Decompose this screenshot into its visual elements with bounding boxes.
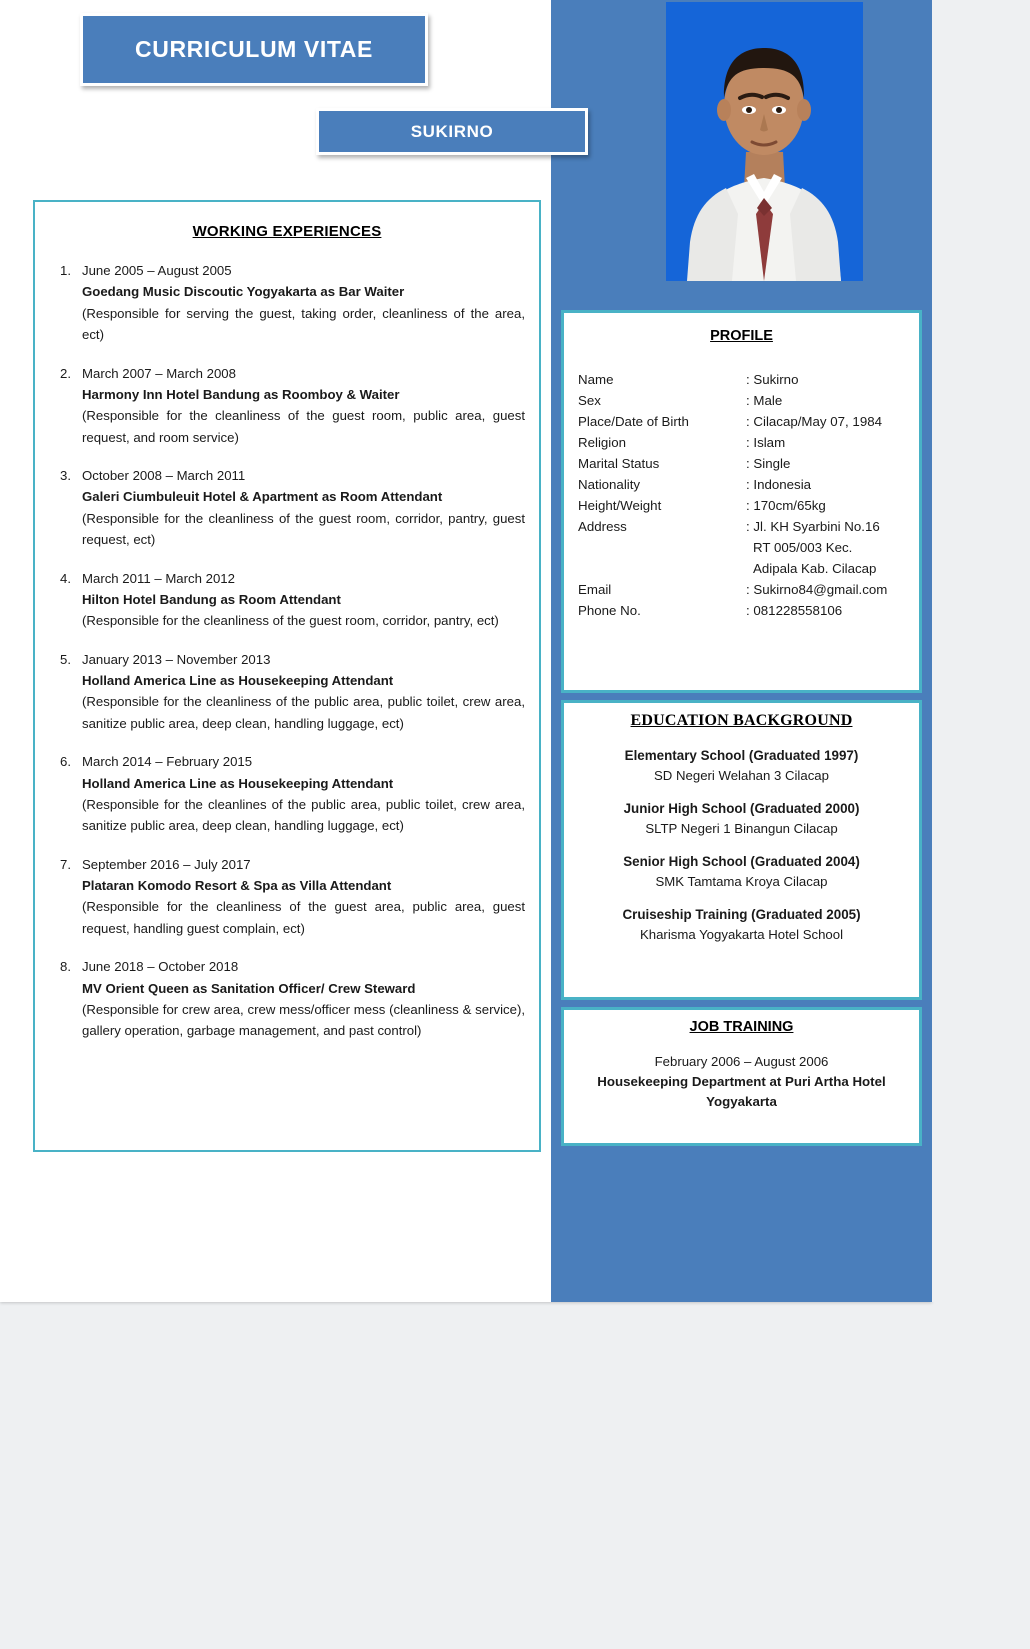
work-experience-description: (Responsible for crew area, crew mess/officer mess (cleanliness & service), gallery operation, garbage management, and past control) — [82, 1001, 525, 1039]
profile-heading: PROFILE — [710, 328, 773, 344]
person-name-label: SUKIRNO — [410, 121, 494, 141]
cv-title-box — [80, 13, 428, 86]
work-experience-period: March 2014 – February 2015 — [82, 754, 253, 770]
profile-address-line: RT 005/003 Kec. — [753, 540, 853, 555]
profile-value: : Single — [746, 456, 791, 471]
profile-value: : Sukirno84@gmail.com — [746, 582, 888, 597]
work-experience-body — [82, 956, 525, 1042]
work-experience-role: Plataran Komodo Resort & Spa as Villa Attendant — [82, 878, 392, 893]
education-school: SLTP Negeri 1 Binangun Cilacap — [645, 821, 838, 837]
profile-row — [578, 369, 919, 390]
work-experience-period: January 2013 – November 2013 — [82, 651, 271, 667]
education-card — [561, 700, 922, 1000]
work-experience-body — [82, 568, 525, 632]
profile-value: : 170cm/65kg — [746, 498, 826, 513]
profile-row — [578, 390, 919, 411]
work-experience-period: June 2018 – October 2018 — [82, 959, 239, 975]
profile-key: Marital Status — [578, 456, 660, 471]
education-item — [564, 852, 919, 892]
work-experience-period: June 2005 – August 2005 — [82, 263, 232, 278]
work-experience-body — [82, 260, 525, 346]
profile-row — [578, 579, 919, 600]
work-experience-item — [49, 363, 525, 449]
portrait-photo — [666, 2, 863, 281]
profile-key: Name — [578, 372, 614, 387]
work-experience-body — [82, 465, 525, 551]
profile-address-continuation — [578, 558, 919, 579]
profile-value: : Male — [746, 393, 783, 408]
profile-row — [578, 474, 919, 495]
profile-row — [578, 411, 919, 432]
education-degree: Cruiseship Training (Graduated 2005) — [622, 906, 861, 922]
profile-row — [578, 495, 919, 516]
education-item — [564, 905, 919, 945]
education-school: SMK Tamtama Kroya Cilacap — [655, 873, 828, 889]
work-experience-description: (Responsible for the cleanliness of the public area, public toilet, crew area, sanitize public area, deep clean, handling luggage, ect) — [82, 694, 525, 731]
work-experience-period: September 2016 – July 2017 — [82, 856, 251, 872]
work-experience-item — [49, 854, 525, 940]
profile-row — [578, 453, 919, 474]
profile-card — [561, 310, 922, 693]
work-experience-item — [49, 751, 525, 837]
education-school: SD Negeri Welahan 3 Cilacap — [654, 768, 829, 784]
profile-value: : Indonesia — [746, 477, 812, 492]
work-experience-number: 8. — [60, 959, 71, 975]
profile-address-continuation — [578, 537, 919, 558]
education-heading: EDUCATION BACKGROUND — [630, 712, 853, 729]
profile-key: Phone No. — [578, 603, 641, 618]
work-experience-number: 5. — [60, 651, 71, 667]
work-experience-role: Harmony Inn Hotel Bandung as Roomboy & Waiter — [82, 386, 400, 402]
work-experience-role: Holland America Line as Housekeeping Attendant — [82, 775, 394, 791]
profile-table — [564, 369, 919, 621]
work-experience-item — [49, 956, 525, 1042]
job-training-heading: JOB TRAINING — [689, 1019, 794, 1035]
education-degree: Elementary School (Graduated 1997) — [624, 748, 859, 763]
work-experience-item — [49, 568, 525, 632]
work-experience-period: March 2007 – March 2008 — [82, 365, 236, 381]
profile-key: Email — [578, 582, 612, 597]
profile-key: Place/Date of Birth — [578, 414, 689, 429]
work-experience-item — [49, 649, 525, 735]
working-experiences-heading: WORKING EXPERIENCES — [192, 223, 382, 240]
profile-value: : Islam — [746, 435, 786, 450]
profile-key-spacer — [578, 537, 746, 558]
work-experience-number: 6. — [60, 754, 71, 770]
profile-value: : Jl. KH Syarbini No.16 — [746, 519, 880, 534]
work-experience-description: (Responsible for the cleanliness of the guest room, corridor, pantry, guest request, ect) — [82, 510, 525, 548]
job-training-place: Housekeeping Department at Puri Artha Hotel Yogyakarta — [597, 1073, 886, 1109]
profile-value: : Sukirno — [746, 372, 799, 387]
work-experience-number: 7. — [60, 856, 71, 872]
work-experience-number: 4. — [60, 570, 71, 586]
work-experience-number: 1. — [60, 263, 71, 278]
work-experience-description: (Responsible for serving the guest, taking order, cleanliness of the area, ect) — [82, 305, 525, 343]
work-experience-role: Hilton Hotel Bandung as Room Attendant — [82, 591, 341, 607]
working-experiences-list — [49, 260, 525, 1042]
education-degree: Senior High School (Graduated 2004) — [623, 853, 860, 869]
work-experience-period: March 2011 – March 2012 — [82, 570, 235, 586]
work-experience-number: 3. — [60, 468, 71, 483]
education-item — [564, 746, 919, 786]
job-training-body — [564, 1052, 919, 1112]
profile-address-line: Adipala Kab. Cilacap — [753, 561, 877, 576]
education-school: Kharisma Yogyakarta Hotel School — [639, 926, 844, 942]
education-item — [564, 799, 919, 839]
profile-key: Sex — [578, 393, 601, 408]
work-experience-description: (Responsible for the cleanliness of the guest room, corridor, pantry, ect) — [82, 613, 499, 629]
work-experience-body — [82, 363, 525, 449]
cv-title-label: CURRICULUM VITAE — [135, 36, 373, 62]
work-experience-item — [49, 260, 525, 346]
work-experience-number: 2. — [60, 365, 71, 381]
profile-row — [578, 516, 919, 537]
work-experience-body — [82, 751, 525, 837]
work-experience-role: Goedang Music Discoutic Yogyakarta as Bar Waiter — [82, 284, 405, 300]
page-margin — [932, 0, 1030, 1302]
profile-key: Address — [578, 519, 627, 534]
person-name-box — [316, 108, 588, 155]
work-experience-description: (Responsible for the cleanliness of the guest area, public area, guest request, handling guest complain, ect) — [82, 899, 525, 936]
work-experience-period: October 2008 – March 2011 — [82, 468, 246, 483]
profile-key: Nationality — [578, 477, 641, 492]
profile-row — [578, 432, 919, 453]
work-experience-body — [82, 649, 525, 735]
portrait-photo-image — [666, 2, 863, 281]
job-training-period: February 2006 – August 2006 — [654, 1054, 829, 1069]
education-list — [564, 746, 919, 945]
work-experience-role: Holland America Line as Housekeeping Attendant — [82, 673, 394, 688]
work-experience-body — [82, 854, 525, 940]
profile-value: : 081228558106 — [746, 603, 843, 618]
education-degree: Junior High School (Graduated 2000) — [623, 800, 860, 816]
working-experiences-card — [33, 200, 541, 1152]
profile-key: Height/Weight — [578, 498, 662, 513]
profile-key: Religion — [578, 435, 627, 450]
work-experience-role: Galeri Ciumbuleuit Hotel & Apartment as Room Attendant — [82, 489, 443, 505]
work-experience-role: MV Orient Queen as Sanitation Officer/ Crew Steward — [82, 980, 416, 996]
work-experience-description: (Responsible for the cleanlines of the public area, public toilet, crew area, sanitize public area, deep clean, handling luggage, ect) — [82, 796, 525, 834]
profile-key-spacer — [578, 558, 746, 579]
job-training-card — [561, 1007, 922, 1146]
profile-row — [578, 600, 919, 621]
profile-value: : Cilacap/May 07, 1984 — [746, 414, 883, 429]
work-experience-description: (Responsible for the cleanliness of the guest room, public area, guest request, and room service) — [82, 408, 525, 445]
work-experience-item — [49, 465, 525, 551]
